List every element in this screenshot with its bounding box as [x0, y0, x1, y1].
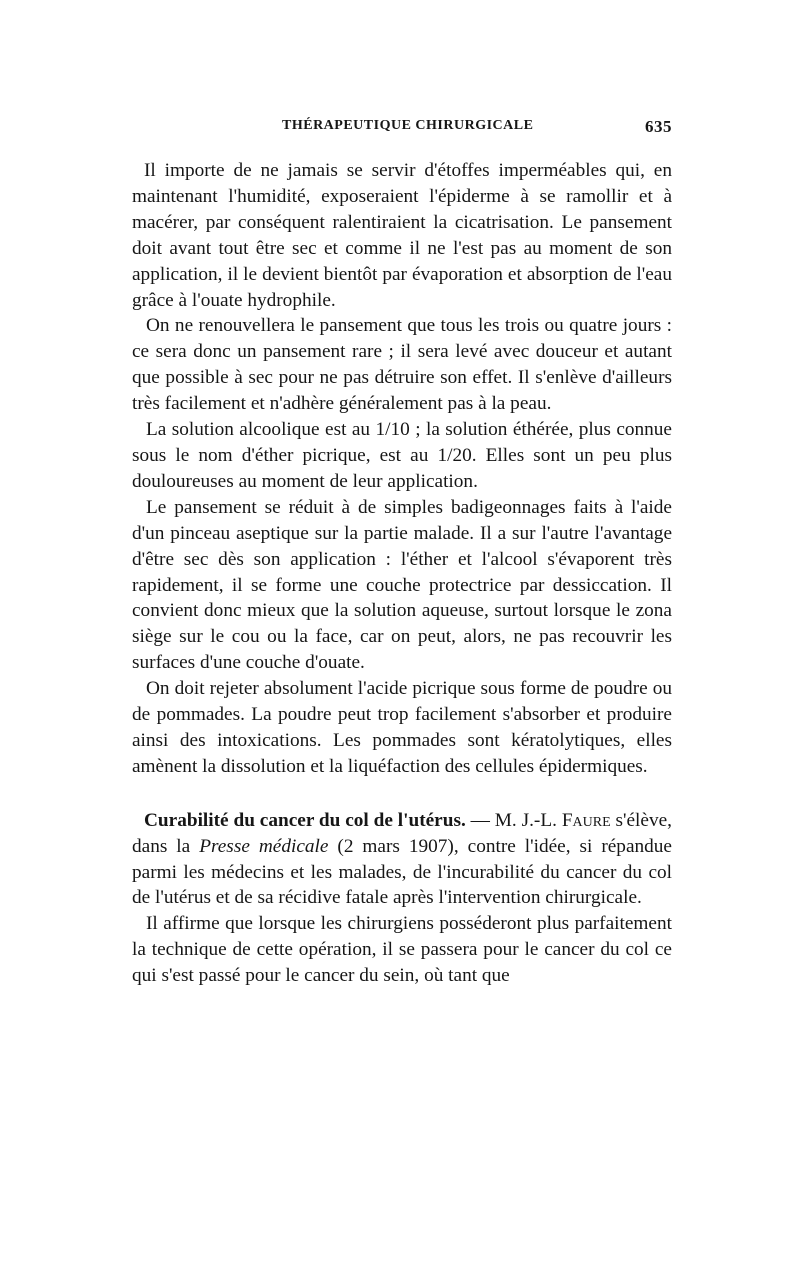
body-text	[132, 158, 672, 989]
paragraph-3: La solution alcoolique est au 1/10 ; la solution éthérée, plus connue sous le nom d'éther picrique, est au 1/20. Elles sont un peu plus douloureuses au moment de leur application.	[132, 419, 672, 492]
paragraph-1: Il importe de ne jamais se servir d'étoffes imperméables qui, en maintenant l'humidité, exposeraient l'épiderme à se ramollir et à macérer, par conséquent ralentiraient la cicatrisation. Le pansement doit avant tout être sec et comme il ne l'est pas au moment de son application, il le devient bientôt par évaporation et absorption de l'eau grâce à l'ouate hydrophile.	[132, 160, 672, 311]
paragraph-2: On ne renouvellera le pansement que tous les trois ou quatre jours : ce sera donc un pansement rare ; il sera levé avec douceur et autant que possible à sec pour ne pas détruire son effet. Il s'enlève d'ailleurs très facilement et n'adhère généralement pas à la peau.	[132, 315, 672, 415]
section-text-a: s'élève, dans la	[132, 809, 672, 857]
section-paragraph-2: Il affirme que lorsque les chirurgiens posséderont plus parfaitement la technique de cette opération, il se passera pour le cancer du col ce qui s'est passé pour le cancer du sein, où tant que	[132, 913, 672, 987]
section-spacer	[132, 780, 672, 808]
page-number: 635	[645, 117, 672, 136]
paragraph-5: On doit rejeter absolument l'acide picrique sous forme de poudre ou de pommades. La poudre peut trop facilement s'absorber et produire ainsi des intoxications. Les pommades sont kératolytiques, elles amènent la dissolution et la liquéfaction des cellules épidermiques.	[132, 678, 672, 777]
section-heading: Curabilité du cancer du col de l'utérus.	[144, 809, 466, 831]
book-page	[132, 118, 672, 989]
section-dash: — M. J.-L.	[465, 809, 562, 831]
section-paragraph-1	[132, 808, 672, 912]
running-title: THÉRAPEUTIQUE CHIRURGICALE	[282, 118, 534, 133]
journal-title: Presse médicale	[199, 835, 329, 857]
section-author: Faure	[561, 809, 611, 831]
running-header	[132, 118, 672, 142]
section-text-b: (2 mars 1907), contre l'idée, si répandue parmi les médecins et les malades, de l'incurabilité du cancer du col de l'utérus et de sa récidive fatale après l'intervention chirurgicale.	[132, 835, 672, 909]
paragraph-4: Le pansement se réduit à de simples badigeonnages faits à l'aide d'un pinceau aseptique sur la partie malade. Il a sur l'autre l'avantage d'être sec dès son application : l'éther et l'alcool s'évaporent très rapidement, il se forme une couche protectrice par dessiccation. Il convient donc mieux que la solution aqueuse, surtout lorsque le zona siège sur le cou ou la face, car on peut, alors, ne pas recouvrir les surfaces d'une couche d'ouate.	[132, 496, 672, 674]
